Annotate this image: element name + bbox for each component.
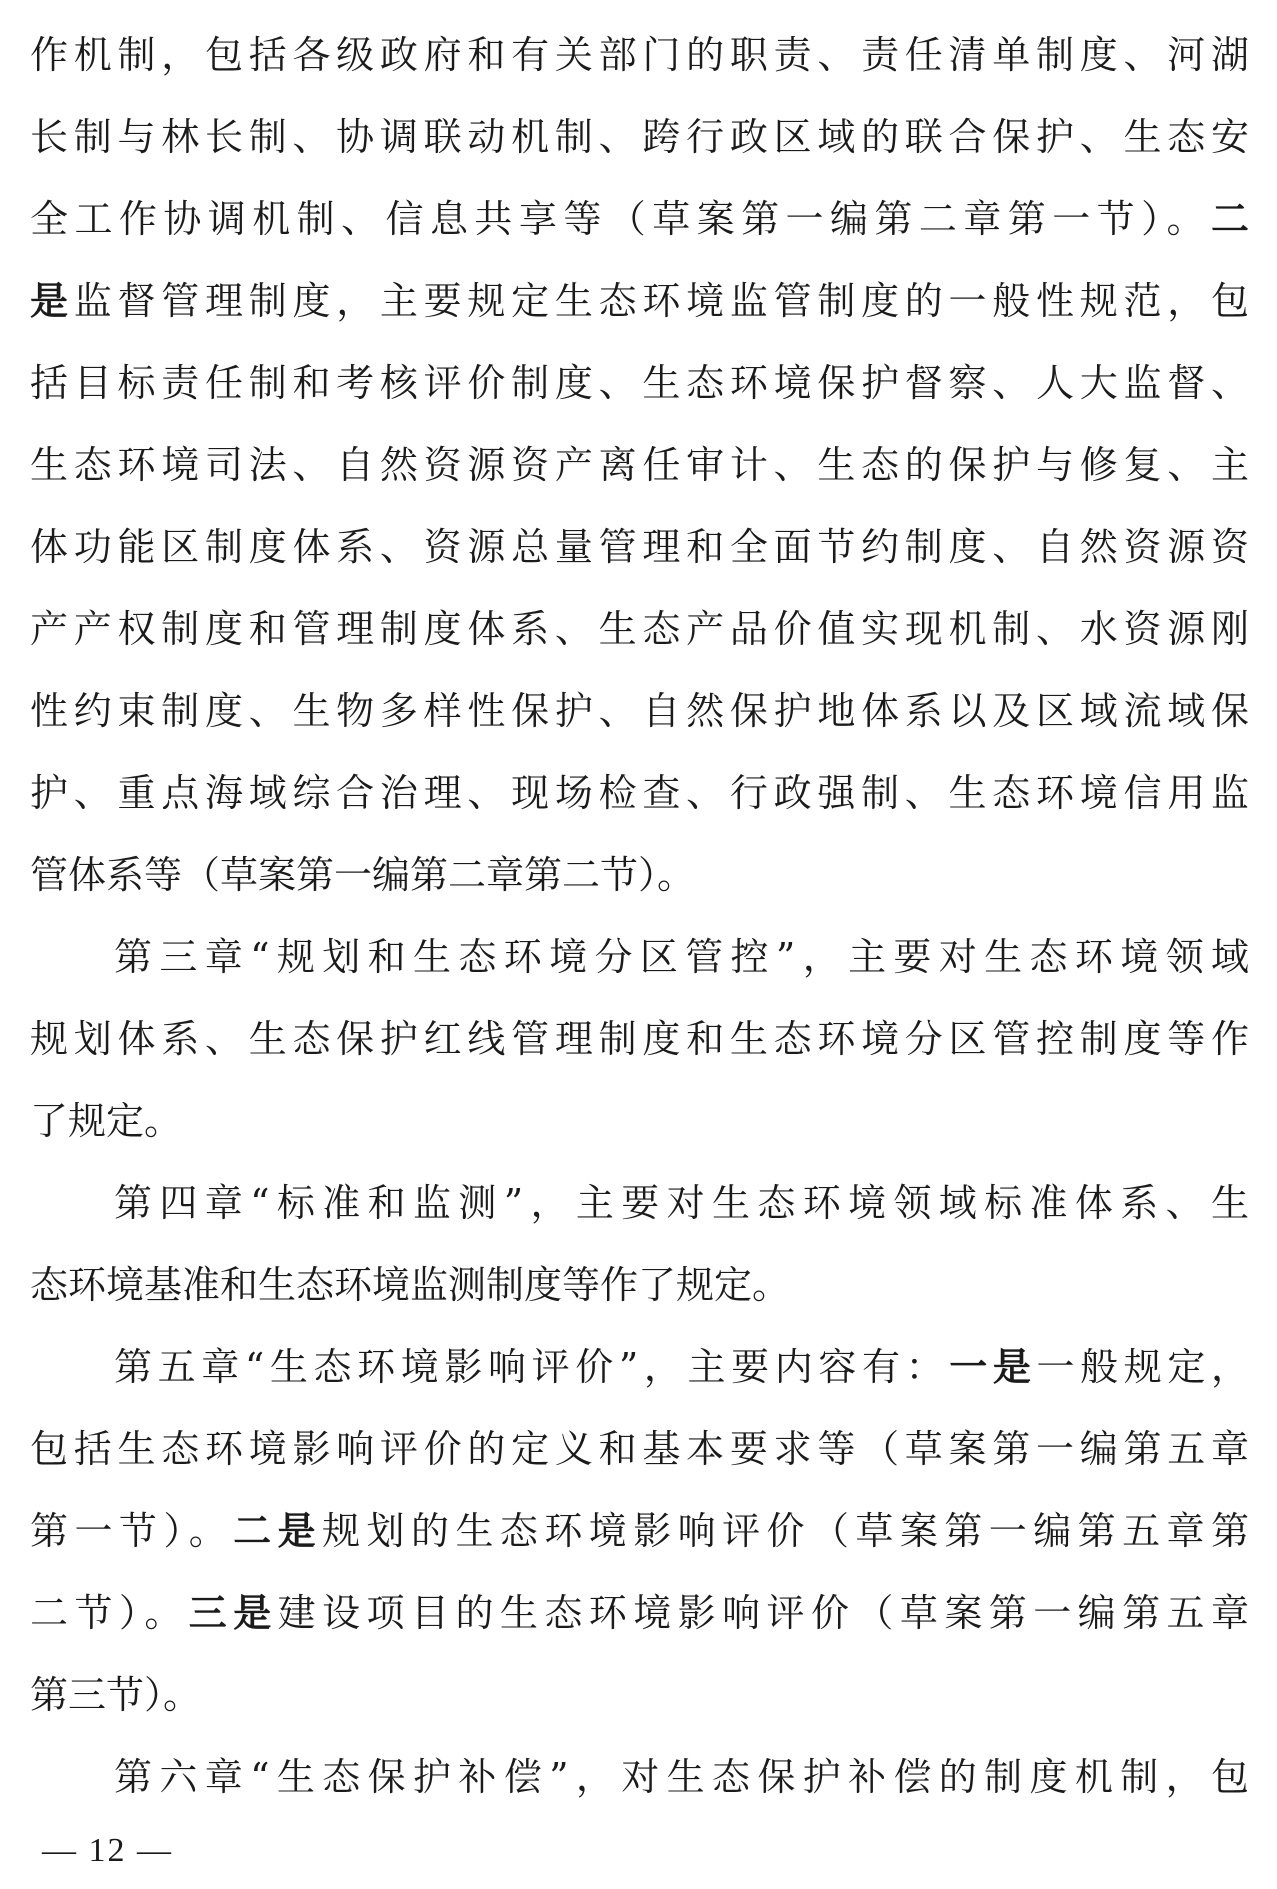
text-line bbox=[30, 1080, 1249, 1162]
text-run: 第三节）。 bbox=[30, 1673, 202, 1717]
bold-enumerator: 是 bbox=[30, 279, 74, 323]
text-run: 护、重点海域综合治理、现场检查、行政强制、生态环境信用监 bbox=[30, 771, 1249, 815]
text-run: 监督管理制度，主要规定生态环境监管制度的一般性规范，包 bbox=[73, 279, 1249, 323]
text-run: 第四章“标准和监测”，主要对生态环境领域标准体系、生 bbox=[114, 1181, 1249, 1225]
text-run: 性约束制度、生物多样性保护、自然保护地体系以及区域流域保 bbox=[30, 689, 1249, 733]
text-line bbox=[30, 424, 1249, 506]
text-run: 规划体系、生态保护红线管理制度和生态环境分区管控制度等作 bbox=[30, 1017, 1249, 1061]
text-run: 了规定。 bbox=[30, 1099, 183, 1143]
text-line bbox=[30, 998, 1249, 1080]
text-run: 二节）。 bbox=[30, 1591, 189, 1635]
text-run: 第一节）。 bbox=[30, 1509, 234, 1553]
page-number: — 12 — bbox=[42, 1832, 173, 1869]
text-line bbox=[30, 96, 1249, 178]
text-line bbox=[30, 752, 1249, 834]
bold-enumerator: 二 bbox=[1210, 197, 1249, 241]
text-line bbox=[30, 670, 1249, 752]
text-run: 长制与林长制、协调联动机制、跨行政区域的联合保护、生态安 bbox=[30, 115, 1249, 159]
text-run: 管体系等（草案第一编第二章第二节）。 bbox=[30, 853, 696, 897]
text-line bbox=[30, 1326, 1249, 1408]
bold-enumerator: 二是 bbox=[233, 1509, 323, 1553]
text-line bbox=[30, 14, 1249, 96]
text-run: 建设项目的生态环境影响评价（草案第一编第五章 bbox=[277, 1591, 1249, 1635]
text-line bbox=[30, 1244, 1249, 1326]
text-line bbox=[30, 1572, 1249, 1654]
text-run: 全工作协调机制、信息共享等（草案第一编第二章第一节）。 bbox=[30, 197, 1211, 241]
text-line bbox=[30, 506, 1249, 588]
text-line bbox=[30, 178, 1249, 260]
text-run: 第三章“规划和生态环境分区管控”，主要对生态环境领域 bbox=[114, 935, 1249, 979]
text-line bbox=[30, 834, 1249, 916]
text-run: 包括生态环境影响评价的定义和基本要求等（草案第一编第五章 bbox=[30, 1427, 1249, 1471]
text-line bbox=[30, 1408, 1249, 1490]
text-line bbox=[30, 1736, 1249, 1818]
text-line bbox=[30, 916, 1249, 998]
text-run: 一般规定， bbox=[1036, 1345, 1249, 1389]
bold-enumerator: 三是 bbox=[188, 1591, 278, 1635]
text-run: 括目标责任制和考核评价制度、生态环境保护督察、人大监督、 bbox=[30, 361, 1249, 405]
text-run: 规划的生态环境影响评价（草案第一编第五章第 bbox=[322, 1509, 1249, 1553]
text-line bbox=[30, 1162, 1249, 1244]
text-run: 作机制，包括各级政府和有关部门的职责、责任清单制度、河湖 bbox=[30, 33, 1249, 77]
text-line bbox=[30, 1490, 1249, 1572]
text-run: 第五章“生态环境影响评价”，主要内容有： bbox=[114, 1345, 950, 1389]
text-run: 生态环境司法、自然资源资产离任审计、生态的保护与修复、主 bbox=[30, 443, 1249, 487]
text-run: 产产权制度和管理制度体系、生态产品价值实现机制、水资源刚 bbox=[30, 607, 1249, 651]
text-run: 第六章“生态保护补偿”，对生态保护补偿的制度机制，包 bbox=[114, 1755, 1249, 1799]
text-line bbox=[30, 588, 1249, 670]
bold-enumerator: 一是 bbox=[949, 1345, 1037, 1389]
text-line bbox=[30, 260, 1249, 342]
text-line bbox=[30, 1654, 1249, 1736]
text-run: 体功能区制度体系、资源总量管理和全面节约制度、自然资源资 bbox=[30, 525, 1249, 569]
text-run: 态环境基准和生态环境监测制度等作了规定。 bbox=[30, 1263, 791, 1307]
text-line bbox=[30, 342, 1249, 424]
